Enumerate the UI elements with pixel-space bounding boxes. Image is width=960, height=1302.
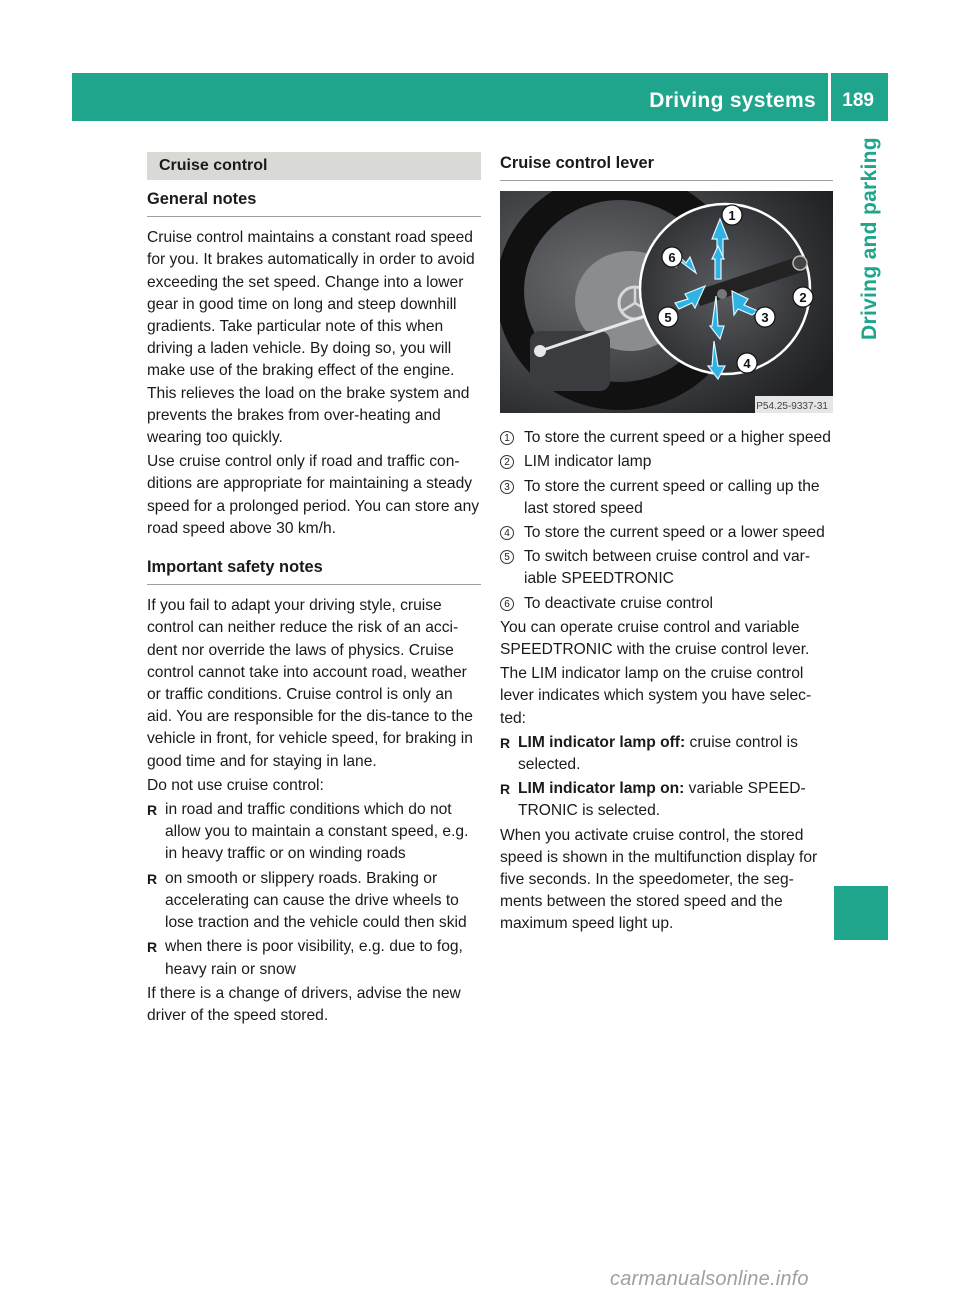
lim-on-text: variable SPEED-TRONIC is selected. xyxy=(518,780,806,820)
side-tab-marker xyxy=(834,886,888,940)
figure-callout-4: 4 xyxy=(743,356,751,372)
callout-text: To deactivate cruise control xyxy=(524,594,713,612)
left-column xyxy=(147,152,481,1029)
figure-callout-2: 2 xyxy=(799,290,807,306)
general-notes-paragraph-1: Cruise control maintains a constant road speed for you. It brakes automatically in order to avoid exceeding the set speed. Change into a lower gear in good time on long and steep downhill gradients. Take particular note of this when driving a laden vehicle. By doing so, you will make use of the braking effect of the engine. This relieves the load on the brake system and prevents the brakes from over-heating and wearing too quickly. xyxy=(147,229,475,447)
lim-off-label: LIM indicator lamp off: xyxy=(518,733,686,751)
callout-item xyxy=(500,522,833,544)
right-column xyxy=(500,152,833,938)
callout-number: 4 xyxy=(500,526,514,540)
lever-paragraph-3: When you activate cruise control, the stored speed is shown in the multifunction display for five seconds. In the speedometer, the seg-ments between the stored speed and the maximum speed light up. xyxy=(500,826,818,933)
safety-paragraph-2: Do not use cruise control: xyxy=(147,776,324,794)
header-separator xyxy=(828,73,831,121)
safety-bullet-2: R on smooth or slippery roads. Braking or accelerating can cause the drive wheels to lose traction and the vehicle could then skid xyxy=(147,868,481,935)
callout-text: To switch between cruise control and var-iable SPEEDTRONIC xyxy=(524,548,811,588)
general-notes-paragraph-2: Use cruise control only if road and traffic con-ditions are appropriate for maintaining a steady speed for a prolonged period. You can store any road speed above 30 km/h. xyxy=(147,453,480,537)
header-title: Driving systems xyxy=(649,89,816,112)
safety-paragraph-3: If there is a change of drivers, advise the new driver of the speed stored. xyxy=(147,984,461,1024)
lever-paragraph-2: The LIM indicator lamp on the cruise control lever indicates which system you have selec-ted: xyxy=(500,665,812,727)
callout-item xyxy=(500,451,833,473)
callout-list xyxy=(500,427,833,615)
callout-text: To store the current speed or calling up the last stored speed xyxy=(524,477,820,517)
safety-heading: Important safety notes xyxy=(147,556,481,585)
safety-bullet-1: R in road and traffic conditions which do not allow you to maintain a constant speed, e.g. in heavy traffic or on winding roads xyxy=(147,799,481,866)
callout-text: LIM indicator lamp xyxy=(524,453,652,471)
callout-item xyxy=(500,427,833,449)
safety-bullet-3: R when there is poor visibility, e.g. due to fog, heavy rain or snow xyxy=(147,936,481,980)
lim-on-label: LIM indicator lamp on: xyxy=(518,780,685,798)
lim-off-text: cruise control is selected. xyxy=(518,733,798,774)
cruise-control-lever-photo xyxy=(500,191,833,413)
callout-number: 5 xyxy=(500,550,514,564)
side-tab-label: Driving and parking xyxy=(858,137,881,340)
callout-text: To store the current speed or a lower speed xyxy=(524,524,825,542)
watermark: carmanualsonline.info xyxy=(610,1268,809,1290)
callout-number: 6 xyxy=(500,597,514,611)
callout-number: 1 xyxy=(500,431,514,445)
lim-on-bullet xyxy=(500,778,833,822)
callout-number: 3 xyxy=(500,480,514,494)
header-bar xyxy=(72,73,888,121)
callout-item xyxy=(500,593,833,615)
general-notes-heading: General notes xyxy=(147,188,481,217)
callout-text: To store the current speed or a higher speed xyxy=(524,429,831,447)
callout-item xyxy=(500,476,833,520)
callout-item xyxy=(500,546,833,590)
lim-off-bullet xyxy=(500,732,833,776)
figure-callout-3: 3 xyxy=(761,310,769,326)
figure-code: P54.25-9337-31 xyxy=(756,401,828,413)
section-title: Cruise control xyxy=(147,152,481,180)
figure-callout-5: 5 xyxy=(664,310,672,326)
safety-paragraph-1: If you fail to adapt your driving style, cruise control can neither reduce the risk of an acci-dent nor override the laws of physics. Cruise control cannot take into account road, weather or traffic conditions. Cruise control is only an aid. You are responsible for the dis-tance to the vehicle in front, for vehicle speed, for braking in good time and for staying in lane. xyxy=(147,597,473,770)
lever-illustration xyxy=(500,191,833,413)
figure-callout-6: 6 xyxy=(668,250,676,266)
lever-heading: Cruise control lever xyxy=(500,152,833,181)
page-number: 189 xyxy=(842,90,874,111)
callout-number: 2 xyxy=(500,455,514,469)
figure-callout-1: 1 xyxy=(728,208,736,224)
lever-paragraph-1: You can operate cruise control and variable SPEEDTRONIC with the cruise control lever. xyxy=(500,618,810,659)
